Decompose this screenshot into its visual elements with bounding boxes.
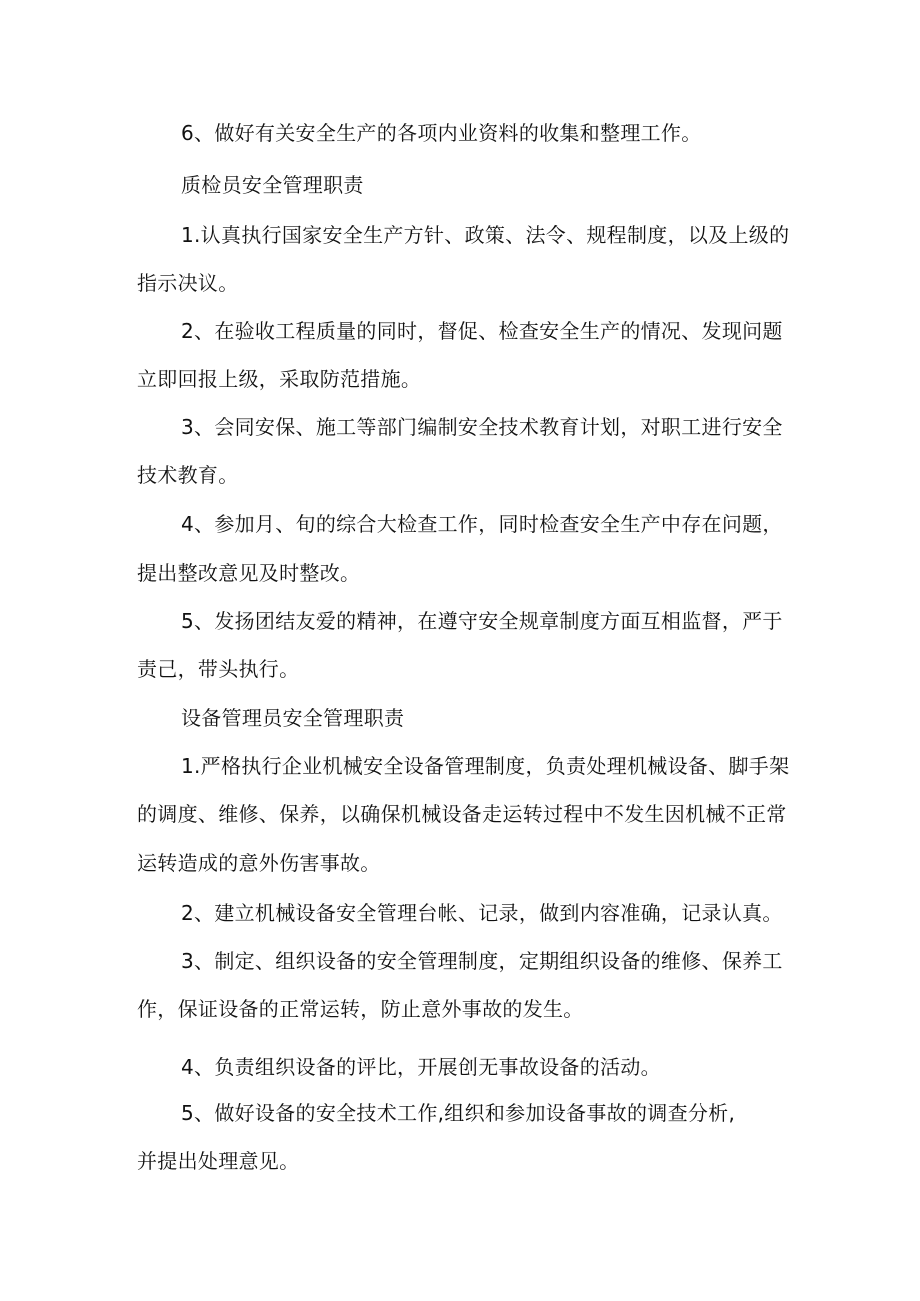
text-line: 并提出处理意见。 [137, 1149, 300, 1173]
section-heading: 质检员安全管理职责 [181, 173, 364, 197]
text-line: 提出整改意见及时整改。 [137, 561, 361, 585]
text-line: 2、在验收工程质量的同时，督促、检查安全生产的情况、发现问题 [181, 319, 783, 343]
text-line: 作，保证设备的正常运转，防止意外事故的发生。 [137, 997, 584, 1021]
text-line: 5、发扬团结友爱的精神，在遵守安全规章制度方面互相监督，严于 [181, 609, 783, 633]
text-line: 立即回报上级，采取防范措施。 [137, 367, 422, 391]
text-line: 3、会同安保、施工等部门编制安全技术教育计划，对职工进行安全 [181, 415, 783, 439]
text-line: 4、参加月、旬的综合大检查工作，同时检查安全生产中存在问题， [181, 512, 783, 536]
text-line: 技术教育。 [137, 463, 239, 487]
text-line: 1.严格执行企业机械安全设备管理制度，负责处理机械设备、脚手架 [181, 754, 790, 778]
text-line: 1.认真执行国家安全生产方针、政策、法令、规程制度，以及上级的 [181, 223, 790, 247]
text-line: 运转造成的意外伤害事故。 [137, 851, 381, 875]
text-line: 5、做好设备的安全技术工作,组织和参加设备事故的调查分析, [181, 1101, 736, 1125]
text-line: 指示决议。 [137, 271, 239, 295]
section-heading: 设备管理员安全管理职责 [181, 706, 405, 730]
text-line: 的调度、维修、保养，以确保机械设备走运转过程中不发生因机械不正常 [137, 802, 787, 826]
text-line: 责己，带头执行。 [137, 657, 300, 681]
text-line: 4、负责组织设备的评比，开展创无事故设备的活动。 [181, 1055, 661, 1079]
text-line: 2、建立机械设备安全管理台帐、记录，做到内容准确，记录认真。 [181, 901, 783, 925]
text-line: 3、制定、组织设备的安全管理制度，定期组织设备的维修、保养工 [181, 949, 783, 973]
text-line: 6、做好有关安全生产的各项内业资料的收集和整理工作。 [181, 121, 702, 145]
